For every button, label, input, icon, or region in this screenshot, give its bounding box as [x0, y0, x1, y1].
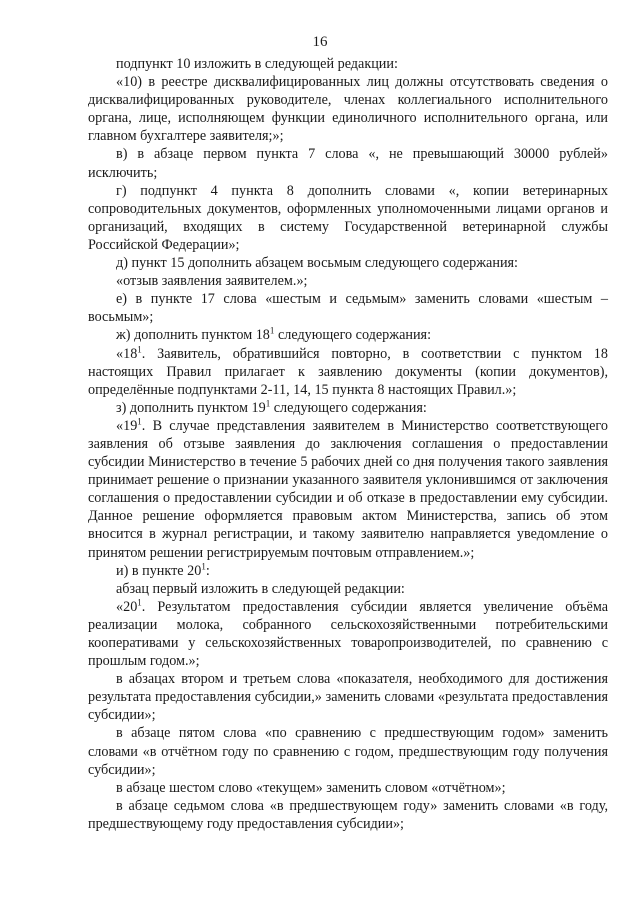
superscript: 1 [137, 597, 142, 608]
superscript: 1 [269, 325, 275, 336]
superscript: 1 [137, 416, 142, 427]
superscript: 1 [265, 398, 271, 409]
paragraph-text: следующего содержания: [274, 327, 432, 344]
paragraph-text: «20 [116, 598, 138, 615]
paragraph-text: «19 [116, 417, 138, 434]
paragraph [88, 55, 608, 73]
paragraph [88, 326, 608, 344]
paragraph [88, 254, 608, 272]
paragraph-text: в абзацах втором и третьем слова «показателя, необходимого для достижения результата предоставления субсидии,» заменить словами «результата предоставления субсидии»; [88, 671, 608, 724]
document-body [88, 55, 608, 833]
paragraph-text: д) пункт 15 дополнить абзацем восьмым следующего содержания: [116, 255, 519, 272]
page-number: 16 [312, 34, 328, 50]
paragraph [88, 724, 608, 778]
paragraph-text: подпункт 10 изложить в следующей редакции: [116, 56, 398, 72]
paragraph [88, 797, 608, 833]
paragraph-text: и) в пункте 20 [116, 562, 202, 579]
paragraph-text: . В случае представления заявителем в Министерство соответствующего заявления об отзыве заявления до заключения соглашения о предоставлении субсидии Министерство в течение 5 рабочих дней со дня получения такого заявления принимает решение о признании указанного заявителя уклонившимся от заключения соглашения о предоставлении субсидии и об отказе в предоставлении ему субсидии. Данное решение оформляется правовым актом Министерства, запись об этом вносится в журнал регистрации, и такому заявителю направляется уведомление о принятом решении регистрируемым почтовым отправлением.»; [88, 417, 608, 561]
paragraph-text: : [205, 562, 210, 579]
paragraph-text: ж) дополнить пунктом 18 [116, 327, 270, 344]
paragraph [88, 670, 608, 724]
paragraph-text: е) в пункте 17 слова «шестым и седьмым» заменить словами «шестым – восьмым»; [88, 291, 608, 326]
paragraph-text: . Заявитель, обратившийся повторно, в соответствии с пунктом 18 настоящих Правил прилагает к заявлению документы (копии документов), определённые подпунктами 2-11, 14, 15 пункта 8 настоящих Правил.»; [88, 345, 608, 398]
paragraph [88, 345, 608, 399]
paragraph-text: абзац первый изложить в следующей редакции: [116, 580, 405, 597]
paragraph-text: з) дополнить пунктом 19 [116, 399, 266, 416]
paragraph [88, 399, 608, 417]
paragraph [88, 779, 608, 797]
paragraph [88, 580, 608, 598]
paragraph-text: в абзаце пятом слова «по сравнению с предшествующим годом» заменить словами «в отчётном году по сравнению с годом, предшествующим году получения субсидии»; [88, 725, 608, 778]
paragraph [88, 182, 608, 254]
superscript: 1 [201, 560, 206, 571]
paragraph [88, 145, 608, 181]
superscript: 1 [137, 343, 142, 354]
paragraph [88, 272, 608, 290]
paragraph-text: в) в абзаце первом пункта 7 слова «, не превышающий 30000 рублей» исключить; [88, 146, 608, 181]
paragraph [88, 562, 608, 580]
paragraph [88, 417, 608, 562]
paragraph-text: г) подпункт 4 пункта 8 дополнить словами «, копии ветеринарных сопроводительных документов, оформленных уполномоченными лицами органов и организаций, входящих в систему Государственной ветеринарной службы Российской Федерации»; [88, 182, 608, 253]
paragraph-text: «18 [116, 345, 138, 362]
paragraph-text: в абзаце шестом слово «текущем» заменить словом «отчётном»; [116, 779, 506, 796]
paragraph-text: . Результатом предоставления субсидии является увеличение объёма реализации молока, собранного сельскохозяйственными потребительскими кооперативами у сельскохозяйственных товаропроизводителей, по сравнению с прошлым годом.»; [88, 598, 608, 670]
paragraph [88, 290, 608, 326]
paragraph-text: следующего содержания: [270, 399, 427, 416]
paragraph-text: в абзаце седьмом слова «в предшествующем году» заменить словами «в году, предшествующему году предоставления субсидии»; [88, 797, 608, 832]
paragraph-text: «отзыв заявления заявителем.»; [116, 273, 308, 290]
paragraph [88, 598, 608, 670]
paragraph [88, 73, 608, 145]
paragraph-text: «10) в реестре дисквалифицированных лиц должны отсутствовать сведения о дисквалифицированных руководителе, членах коллегиального исполнительного органа, лице, исполняющем функции единоличного исполнительного органа, или главном бухгалтере заявителя;»; [88, 74, 608, 145]
